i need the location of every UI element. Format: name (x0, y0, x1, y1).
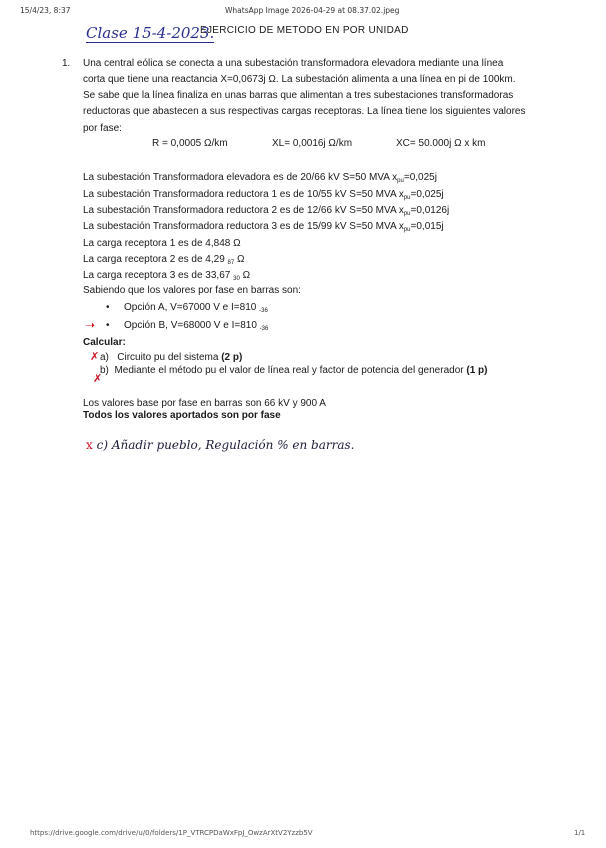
param-r: R = 0,0005 Ω/km (152, 138, 228, 149)
header-file-title: WhatsApp Image 2026-04-29 at 08.37.02.jpeg (225, 6, 400, 15)
base-values: Los valores base por fase en barras son 66 kV y 900 A (83, 398, 326, 409)
cross-mark-a-icon: ✗ (90, 350, 100, 363)
problem-line-5: por fase: (83, 123, 122, 134)
footer-page: 1/1 (574, 829, 586, 837)
cross-mark-b-icon: ✗ (93, 372, 103, 385)
transformer-reductora-3: La subestación Transformadora reductora 3 es de 15/99 kV S=50 MVA $x_{pu}=0,015j$ (83, 221, 444, 233)
transformer-elevadora: La subestación Transformadora elevadora es de 20/66 kV S=50 MVA $x_{pu}=0,025j$ (83, 172, 437, 184)
task-a: a) Circuito pu del sistema (2 p) (100, 352, 243, 363)
task-b: b) Mediante el método pu el valor de línea real y factor de potencia del generador (1 p) (100, 365, 488, 376)
footer-url: https://drive.google.com/drive/u/0/folders/1P_VTRCPDaWxFpJ_OwzArXtV2Yzzb5V (30, 829, 313, 837)
option-b: Opción B, V=68000 V e I=810 $_{-36}$ (124, 320, 269, 332)
header-date: 15/4/23, 8:37 (20, 6, 71, 15)
calc-title: Calcular: (83, 337, 126, 348)
option-a-bullet: • (106, 302, 110, 313)
load-1: La carga receptora 1 es de 4,848 Ω (83, 238, 241, 249)
heading: EJERCICIO DE METODO EN POR UNIDAD (200, 25, 409, 36)
handwritten-task-c-text: c) Añadir pueblo, Regulación % en barras. (96, 438, 355, 452)
problem-number: 1. (62, 58, 71, 69)
load-2: La carga receptora 2 es de 4,29 $_{87}$ Ω (83, 254, 245, 266)
transformer-reductora-2: La subestación Transformadora reductora 2 es de 12/66 kV S=50 MVA $x_{pu}=0,0126j$ (83, 205, 450, 217)
load-3: La carga receptora 3 es de 33,67 $_{30}$ Ω (83, 270, 251, 282)
cross-mark-c-icon: x (86, 438, 93, 452)
problem-line-3: Se sabe que la línea finaliza en unas barras que alimentan a tres subestaciones transformadoras (83, 90, 514, 101)
transformer-reductora-1: La subestación Transformadora reductora 1 es de 10/55 kV S=50 MVA $x_{pu}=0,025j$ (83, 189, 444, 201)
problem-line-1: Una central eólica se conecta a una subestación transformadora elevadora mediante una línea (83, 58, 504, 69)
all-per-phase: Todos los valores aportados son por fase (83, 410, 281, 421)
problem-line-2: corta que tiene una reactancia X=0,0673j Ω. La subestación alimenta a una línea en pi de 100km. (83, 74, 516, 85)
handwritten-task-c (86, 438, 355, 452)
param-xc: XC= 50.000j Ω x km (396, 138, 486, 149)
option-a: Opción A, V=67000 V e I=810 $_{-36}$ (124, 302, 268, 314)
options-intro: Sabiendo que los valores por fase en barras son: (83, 285, 301, 296)
option-b-bullet: • (106, 320, 110, 331)
selected-arrow-icon: ➝ (85, 318, 96, 332)
problem-line-4: reductoras que abastecen a sus respectivas cargas receptoras. La línea tiene los siguientes valores (83, 106, 526, 117)
param-xl: XL= 0,0016j Ω/km (272, 138, 353, 149)
handwritten-class-date: Clase 15-4-2023. (86, 24, 215, 42)
